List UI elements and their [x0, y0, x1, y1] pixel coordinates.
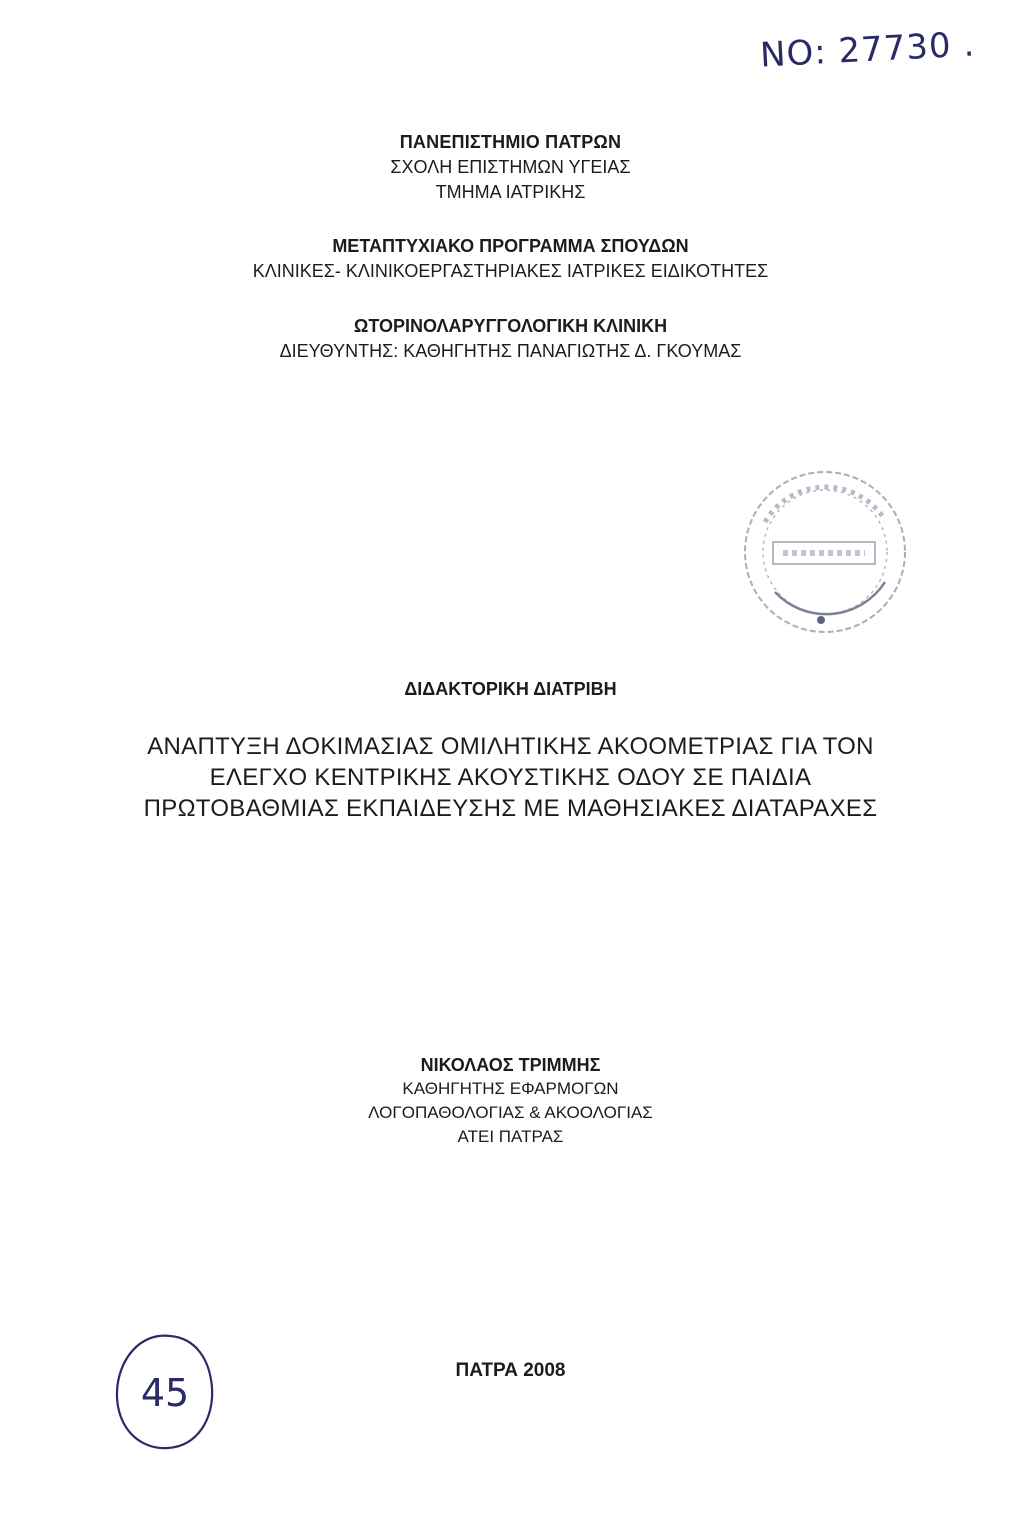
school-name: ΣΧΟΛΗ ΕΠΙΣΤΗΜΩΝ ΥΓΕΙΑΣ [390, 157, 631, 177]
university-name: ΠΑΝΕΠΙΣΤΗΜΙΟ ΠΑΤΡΩΝ [399, 132, 622, 152]
thesis-title-line: ΑΝΑΠΤΥΞΗ ΔΟΚΙΜΑΣΙΑΣ ΟΜΙΛΗΤΙΚΗΣ ΑΚΟΟΜΕΤΡΙΑΣ ΓΙΑ ΤΟΝ [147, 733, 874, 760]
author-block [0, 1053, 1021, 1149]
author-name: ΝΙΚΟΛΑΟΣ ΤΡΙΜΜΗΣ [420, 1055, 601, 1075]
clinic-name: ΩΤΟΡΙΝΟΛΑΡΥΓΓΟΛΟΓΙΚΗ ΚΛΙΝΙΚΗ [353, 316, 668, 336]
author-field: ΛΟΓΟΠΑΘΟΛΟΓΙΑΣ & ΑΚΟΟΛΟΓΙΑΣ [368, 1103, 653, 1122]
thesis-title [0, 731, 1021, 824]
clinic-director: ΔΙΕΥΘΥΝΤΗΣ: ΚΑΘΗΓΗΤΗΣ ΠΑΝΑΓΙΩΤΗΣ Δ. ΓΚΟΥΜΑΣ [279, 341, 742, 361]
clinic-header [0, 314, 1021, 364]
program-header [0, 234, 1021, 284]
handwritten-registration-number: ΝΟ: 27730 . [758, 24, 976, 76]
department-name: ΤΜΗΜΑ ΙΑΤΡΙΚΗΣ [435, 182, 586, 202]
author-position: ΚΑΘΗΓΗΤΗΣ ΕΦΑΡΜΟΓΩΝ [402, 1079, 619, 1098]
author-institution: ΑΤΕΙ ΠΑΤΡΑΣ [457, 1127, 564, 1146]
handwritten-page-mark [110, 1330, 220, 1454]
thesis-title-line: ΕΛΕΓΧΟ ΚΕΝΤΡΙΚΗΣ ΑΚΟΥΣΤΙΚΗΣ ΟΔΟΥ ΣΕ ΠΑΙΔΙΑ [209, 764, 812, 791]
place-and-year: ΠΑΤΡΑ 2008 [455, 1360, 566, 1381]
university-header [0, 130, 1021, 205]
institution-stamp [735, 462, 915, 642]
program-field: ΚΛΙΝΙΚΕΣ- ΚΛΙΝΙΚΟΕΡΓΑΣΤΗΡΙΑΚΕΣ ΙΑΤΡΙΚΕΣ ΕΙΔΙΚΟΤΗΤΕΣ [252, 261, 769, 281]
program-name: ΜΕΤΑΠΤΥΧΙΑΚΟ ΠΡΟΓΡΑΜΜΑ ΣΠΟΥΔΩΝ [332, 236, 689, 256]
thesis-title-line: ΠΡΩΤΟΒΑΘΜΙΑΣ ΕΚΠΑΙΔΕΥΣΗΣ ΜΕ ΜΑΘΗΣΙΑΚΕΣ ΔΙΑΤΑΡΑΧΕΣ [143, 795, 878, 822]
page-mark-number: 45 [140, 1371, 190, 1415]
document-type: ΔΙΔΑΚΤΟΡΙΚΗ ΔΙΑΤΡΙΒΗ [404, 679, 617, 699]
